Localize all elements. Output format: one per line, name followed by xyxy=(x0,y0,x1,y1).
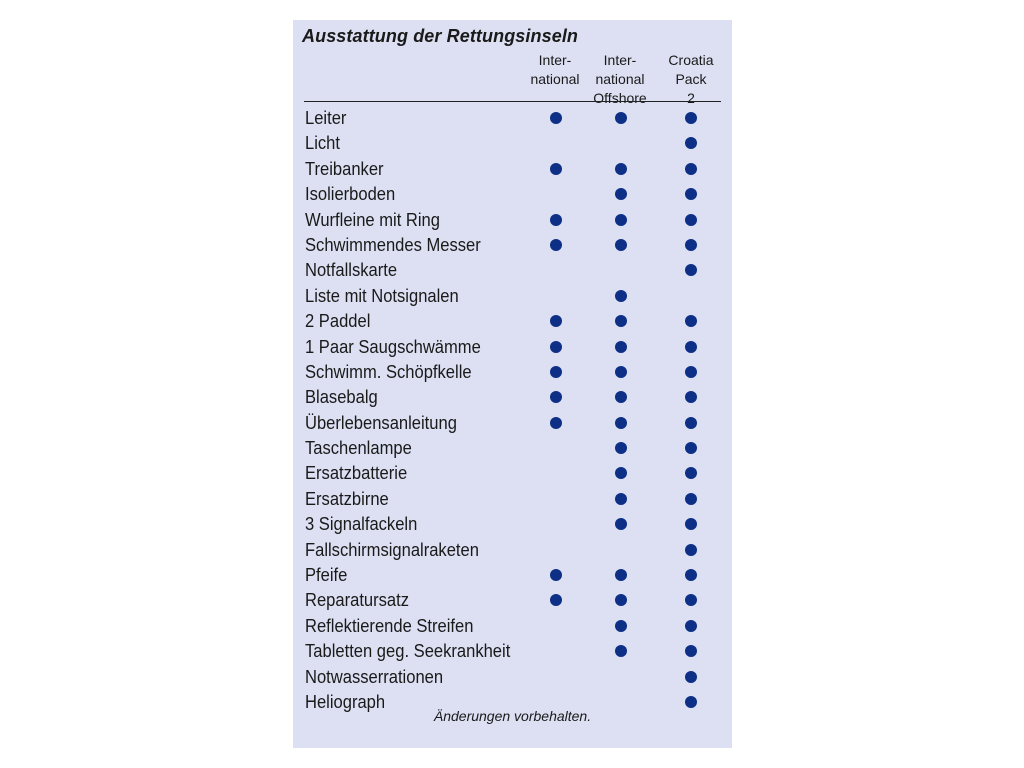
row-label: 1 Paar Saugschwämme xyxy=(305,336,481,357)
included-dot-icon xyxy=(550,163,562,175)
row-label: Schwimm. Schöpfkelle xyxy=(305,361,472,382)
row-label: Blasebalg xyxy=(305,387,378,408)
included-dot-icon xyxy=(615,442,627,454)
header-divider xyxy=(304,101,721,102)
included-dot-icon xyxy=(685,112,697,124)
table-row xyxy=(293,563,732,588)
included-dot-icon xyxy=(685,467,697,479)
row-label: Liste mit Notsignalen xyxy=(305,285,459,306)
column-header-international-offshore: Inter- national Offshore xyxy=(593,52,647,106)
table-row xyxy=(293,208,732,233)
included-dot-icon xyxy=(615,620,627,632)
included-dot-icon xyxy=(685,341,697,353)
table-row xyxy=(293,106,732,131)
table-row xyxy=(293,309,732,334)
table-title: Ausstattung der Rettungsinseln xyxy=(302,26,579,46)
row-label: Fallschirmsignalraketen xyxy=(305,539,479,560)
included-dot-icon xyxy=(615,188,627,200)
included-dot-icon xyxy=(685,163,697,175)
included-dot-icon xyxy=(685,620,697,632)
included-dot-icon xyxy=(685,493,697,505)
included-dot-icon xyxy=(615,315,627,327)
included-dot-icon xyxy=(685,264,697,276)
table-row xyxy=(293,665,732,690)
table-row xyxy=(293,258,732,283)
included-dot-icon xyxy=(685,569,697,581)
included-dot-icon xyxy=(685,391,697,403)
row-label: Leiter xyxy=(305,108,347,128)
included-dot-icon xyxy=(615,417,627,429)
table-row xyxy=(293,512,732,537)
included-dot-icon xyxy=(685,417,697,429)
table-row xyxy=(293,588,732,613)
equipment-table-panel xyxy=(293,20,732,748)
table-row xyxy=(293,487,732,512)
included-dot-icon xyxy=(685,442,697,454)
included-dot-icon xyxy=(615,467,627,479)
included-dot-icon xyxy=(550,417,562,429)
table-row xyxy=(293,157,732,182)
included-dot-icon xyxy=(685,696,697,708)
row-label: Isolierboden xyxy=(305,184,396,205)
included-dot-icon xyxy=(685,239,697,251)
included-dot-icon xyxy=(550,239,562,251)
row-label: Heliograph xyxy=(305,691,386,712)
included-dot-icon xyxy=(550,112,562,124)
row-label: Taschenlampe xyxy=(305,438,412,459)
row-label: Treibanker xyxy=(305,158,384,179)
table-row xyxy=(293,411,732,436)
included-dot-icon xyxy=(615,163,627,175)
included-dot-icon xyxy=(615,290,627,302)
table-row xyxy=(293,436,732,461)
included-dot-icon xyxy=(685,594,697,606)
table-row xyxy=(293,335,732,360)
included-dot-icon xyxy=(685,645,697,657)
included-dot-icon xyxy=(615,594,627,606)
table-row xyxy=(293,233,732,258)
row-label: Licht xyxy=(305,133,340,154)
included-dot-icon xyxy=(615,239,627,251)
included-dot-icon xyxy=(615,569,627,581)
included-dot-icon xyxy=(615,214,627,226)
included-dot-icon xyxy=(550,214,562,226)
row-label: Schwimmendes Messer xyxy=(305,234,481,255)
included-dot-icon xyxy=(685,188,697,200)
included-dot-icon xyxy=(685,137,697,149)
row-label: Notfallskarte xyxy=(305,260,398,281)
included-dot-icon xyxy=(615,341,627,353)
row-label: Notwasserrationen xyxy=(305,666,444,687)
table-row xyxy=(293,284,732,309)
included-dot-icon xyxy=(550,569,562,581)
table-row xyxy=(293,131,732,156)
table-row xyxy=(293,182,732,207)
row-label: 2 Paddel xyxy=(305,311,371,332)
row-label: Überlebensanleitung xyxy=(305,412,457,433)
included-dot-icon xyxy=(550,341,562,353)
included-dot-icon xyxy=(550,315,562,327)
included-dot-icon xyxy=(550,366,562,378)
column-header-international: Inter- national xyxy=(530,52,580,87)
included-dot-icon xyxy=(615,391,627,403)
row-label: Reflektierende Streifen xyxy=(305,615,474,636)
table-row xyxy=(293,538,732,563)
included-dot-icon xyxy=(685,544,697,556)
included-dot-icon xyxy=(550,391,562,403)
included-dot-icon xyxy=(615,366,627,378)
included-dot-icon xyxy=(615,493,627,505)
included-dot-icon xyxy=(615,112,627,124)
row-label: Ersatzbirne xyxy=(305,488,389,509)
included-dot-icon xyxy=(685,671,697,683)
row-label: Reparatursatz xyxy=(305,590,410,611)
row-label: Pfeife xyxy=(305,565,348,586)
included-dot-icon xyxy=(685,315,697,327)
table-row xyxy=(293,385,732,410)
row-label: Ersatzbatterie xyxy=(305,463,408,484)
row-label: Wurfleine mit Ring xyxy=(305,209,440,230)
included-dot-icon xyxy=(685,518,697,530)
included-dot-icon xyxy=(685,214,697,226)
row-label: Tabletten geg. Seekrankheit xyxy=(305,641,511,662)
equipment-rows xyxy=(293,106,732,715)
footnote: Änderungen vorbehalten. xyxy=(433,708,592,724)
included-dot-icon xyxy=(615,518,627,530)
column-header-croatia-pack-2: Croatia Pack 2 xyxy=(668,52,714,106)
table-row xyxy=(293,639,732,664)
row-label: 3 Signalfackeln xyxy=(305,514,418,535)
table-row xyxy=(293,360,732,385)
included-dot-icon xyxy=(685,366,697,378)
table-row xyxy=(293,614,732,639)
included-dot-icon xyxy=(550,594,562,606)
included-dot-icon xyxy=(615,645,627,657)
table-row xyxy=(293,461,732,486)
